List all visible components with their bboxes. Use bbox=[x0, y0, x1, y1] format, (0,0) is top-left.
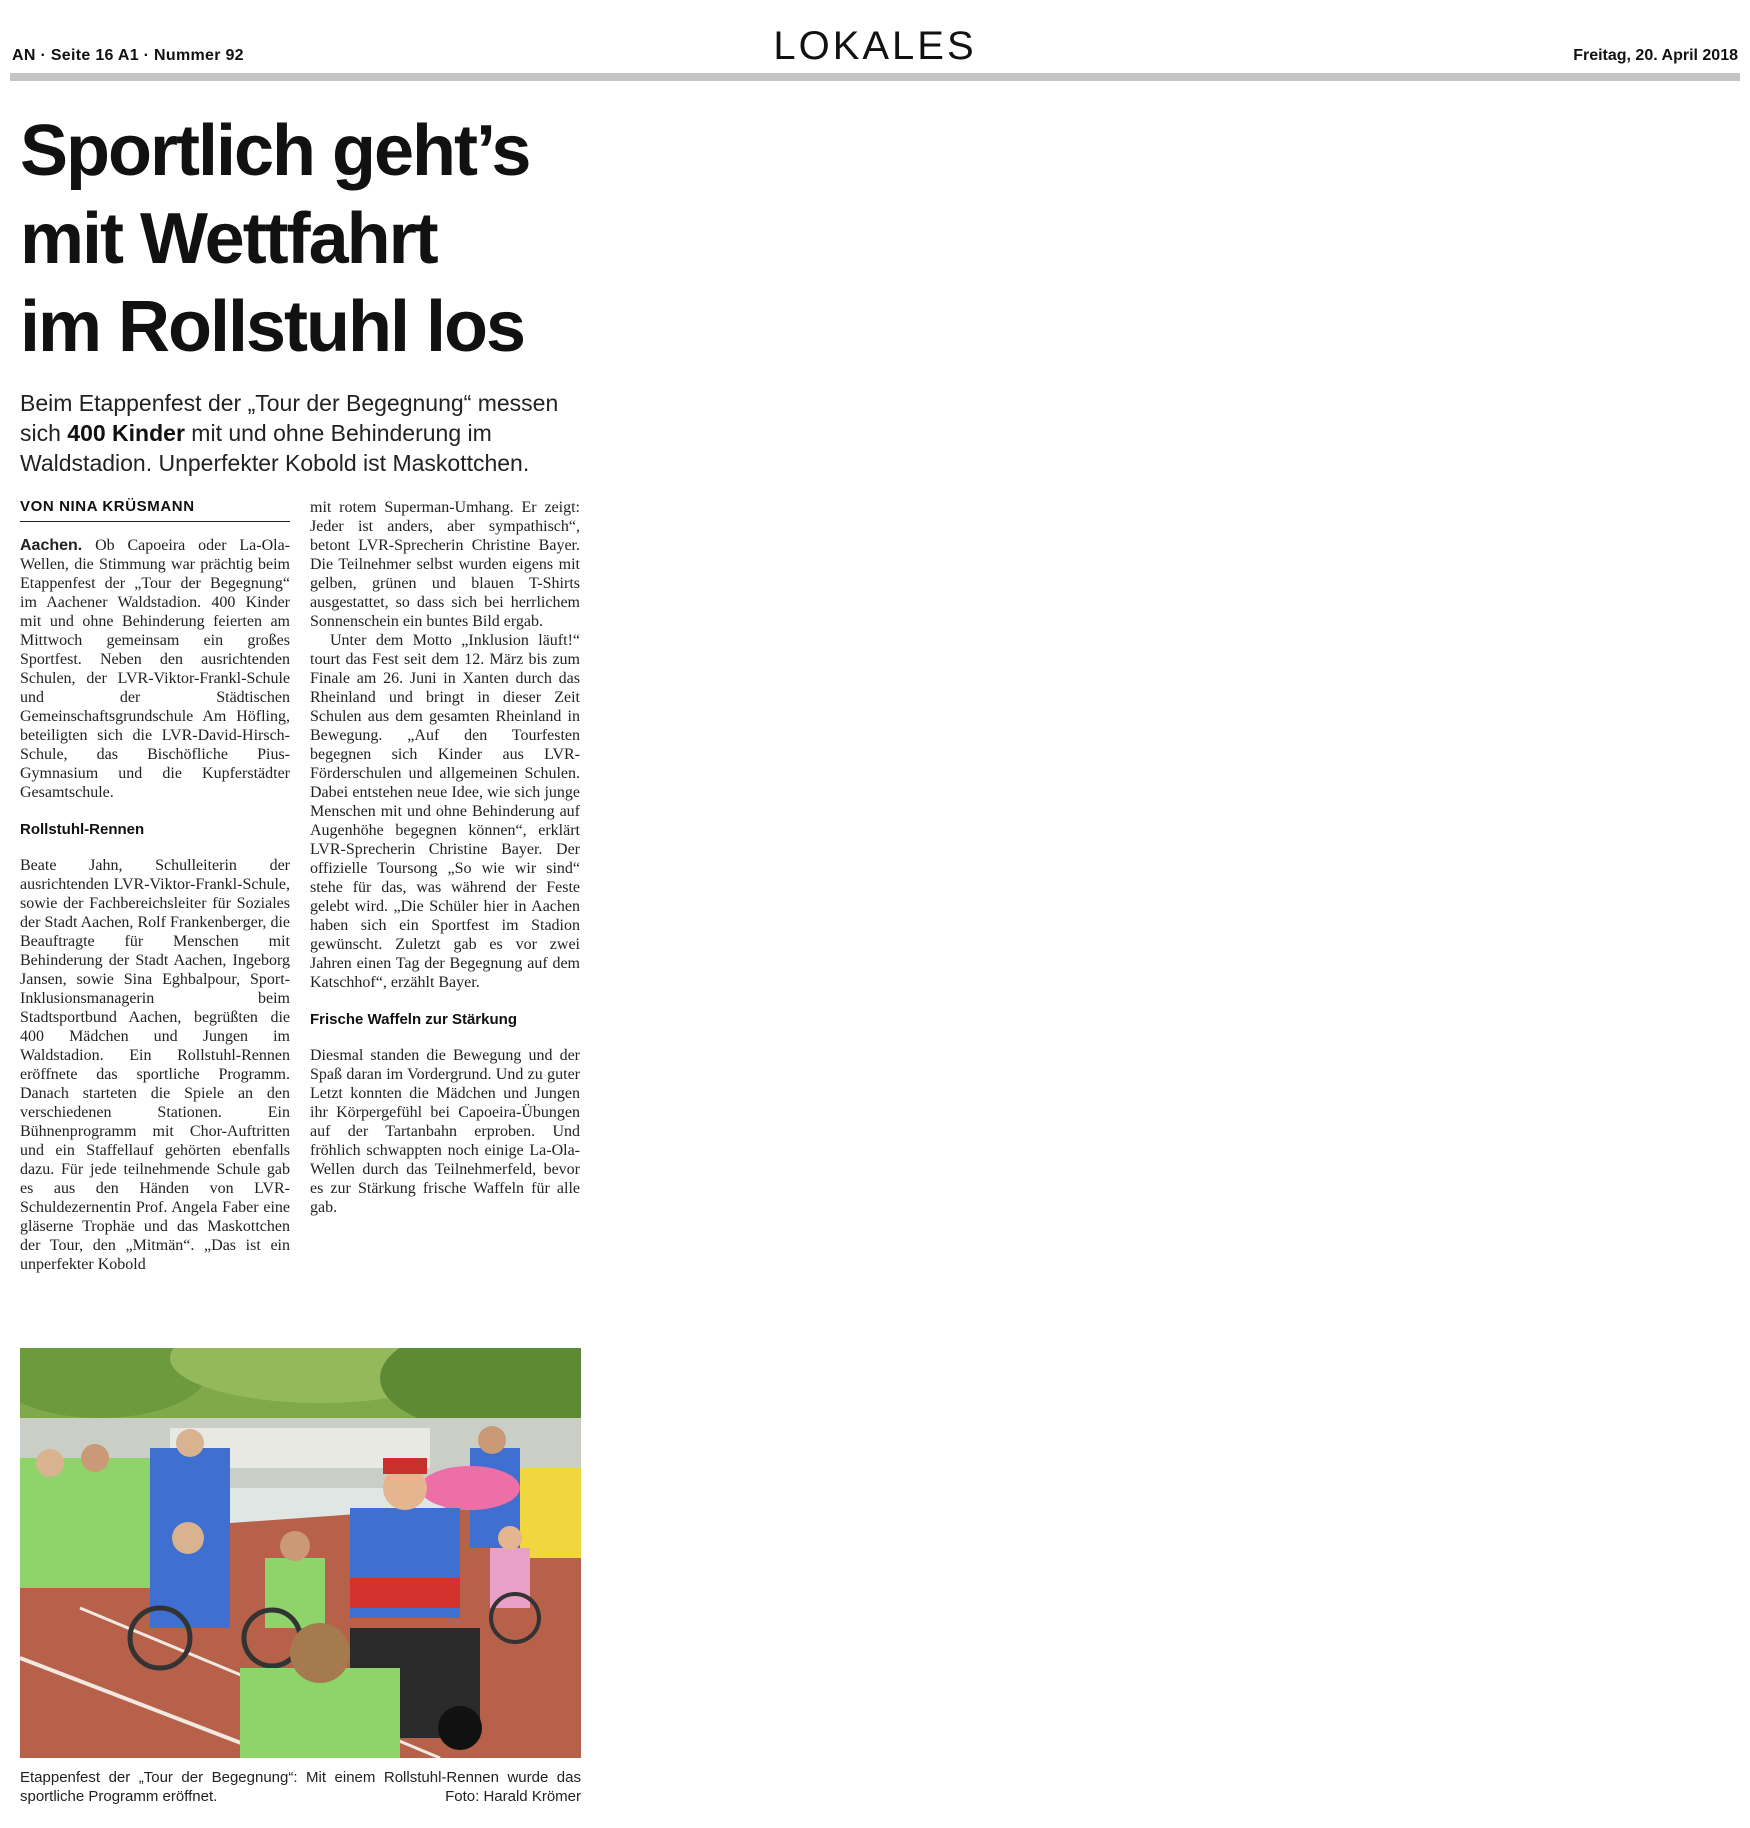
section-subheading: Frische Waffeln zur Stärkung bbox=[310, 1011, 517, 1028]
headline bbox=[20, 107, 600, 371]
subheadline bbox=[20, 388, 590, 478]
headline-line: im Rollstuhl los bbox=[20, 287, 525, 367]
byline: VON NINA KRÜSMANN bbox=[20, 498, 290, 522]
headline-line: Sportlich geht’s bbox=[20, 111, 530, 191]
header-rule bbox=[10, 73, 1740, 81]
article-column-2 bbox=[310, 498, 580, 1217]
dateline: Aachen. bbox=[20, 537, 83, 554]
headline-line: mit Wettfahrt bbox=[20, 199, 437, 279]
wheelchair-race-photo bbox=[20, 1348, 581, 1758]
section-title: LOKALES bbox=[773, 24, 977, 68]
subhead-text: mit und ohne Behinderung im Waldstadion. Unperfekter Kobold ist Maskottchen. bbox=[20, 420, 530, 476]
page-info: AN · Seite 16 A1 · Nummer 92 bbox=[12, 47, 244, 64]
paragraph: Diesmal standen die Bewegung und der Spaß daran im Vordergrund. Und zu guter Letzt konnten die Mädchen und Jungen ihr Körpergefühl bei Capoeira-Übungen auf der Tartanbahn erproben. Und fröhlich schwappten noch einige La-Ola-Wellen durch das Teilnehmerfeld, bevor es zur Stärkung frische Waffeln für alle gab. bbox=[310, 1047, 580, 1216]
paragraph: mit rotem Superman-Umhang. Er zeigt: Jeder ist anders, aber sympathisch“, betont LVR-Sprecherin Christine Bayer. Die Teilnehmer selbst wurden eigens mit gelben, grünen und blauen T-Shirts ausgestattet, so dass sich bei herrlichem Sonnenschein ein buntes Bild ergab. bbox=[310, 499, 580, 630]
article-column-1 bbox=[20, 536, 290, 1274]
page-header bbox=[10, 0, 1740, 82]
issue-date: Freitag, 20. April 2018 bbox=[1573, 47, 1738, 64]
paragraph: Beate Jahn, Schulleiterin der ausrichtenden LVR-Viktor-Frankl-Schule, sowie der Fachbereichsleiter für Soziales der Stadt Aachen, Rolf Frankenberger, die Beauftragte für Menschen mit Behinderung der Stadt Aachen, Ingeborg Jansen, sowie Sina Eghbalpour, Sport-Inklusionsmanagerin beim Stadtsportbund Aachen, begrüßten die 400 Mädchen und Jungen im Waldstadion. Ein Rollstuhl-Rennen eröffnete das sportliche Programm. Danach starteten die Spiele an den verschiedenen Stationen. Ein Bühnenprogramm mit Chor-Auftritten und ein Staffellauf gehörten ebenfalls dazu. Für jede teilnehmende Schule gab es aus den Händen von LVR-Schuldezernentin Prof. Angela Faber eine gläserne Trophäe und das Maskottchen der Tour, den „Mitmän“. „Das ist ein unperfekter Kobold bbox=[20, 857, 290, 1273]
photo-caption: Etappenfest der „Tour der Begegnung“: Mit einem Rollstuhl-Rennen wurde das sportliche Programm eröffnet. bbox=[20, 1769, 581, 1805]
photo-credit: Foto: Harald Krömer bbox=[445, 1788, 581, 1805]
paragraph: Unter dem Motto „Inklusion läuft!“ tourt das Fest seit dem 12. März bis zum Finale am 26. Juni in Xanten durch das Rheinland und bringt in dieser Zeit Schulen aus dem gesamten Rheinland in Bewegung. „Auf den Tourfesten begegnen sich Kinder aus LVR-Förderschulen und allgemeinen Schulen. Dabei entstehen neue Idee, wie sich junge Menschen mit und ohne Behinderung auf Augenhöhe begegnen können“, erklärt LVR-Sprecherin Christine Bayer. Der offizielle Toursong „So wie wir sind“ stehe für das, was während der Feste gelebt wird. „Die Schüler hier in Aachen haben sich ein Sportfest im Stadion gewünscht. Zuletzt gab es vor zwei Jahren einen Tag der Begegnung auf dem Katschhof“, erzählt Bayer. bbox=[310, 632, 580, 991]
paragraph bbox=[20, 536, 290, 802]
paragraph-text: Ob Capoeira oder La-Ola-Wellen, die Stimmung war prächtig beim Etappenfest der „Tour der Begegnung“ im Aachener Waldstadion. 400 Kinder mit und ohne Behinderung feierten am Mittwoch gemeinsam ein großes Sportfest. Neben den ausrichtenden Schulen, der LVR-Viktor-Frankl-Schule und der Städtischen Gemeinschaftsgrundschule Am Höfling, beteiligten sich die LVR-David-Hirsch-Schule, das Bischöfliche Pius-Gymnasium und die Kupferstädter Gesamtschule. bbox=[20, 537, 290, 801]
subhead-text: Beim Etappenfest der „Tour der Begegnung“ messen sich bbox=[20, 390, 559, 446]
subhead-highlight: 400 Kinder bbox=[67, 420, 185, 446]
section-subheading: Rollstuhl-Rennen bbox=[20, 821, 145, 838]
article-photo bbox=[20, 1348, 581, 1758]
